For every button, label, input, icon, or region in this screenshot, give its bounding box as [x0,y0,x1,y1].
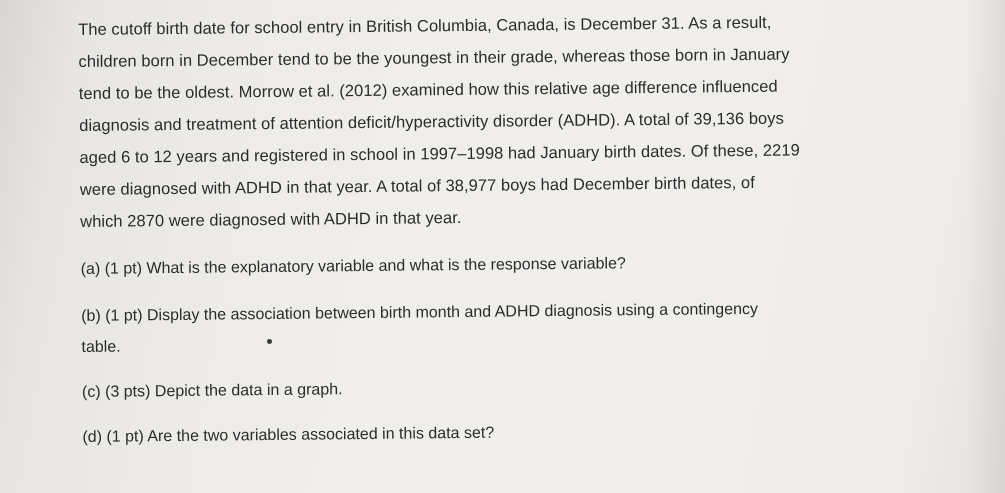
intro-line-5: aged 6 to 12 years and registered in school in 1997–1998 had January birth dates. Of these, 2219 [79,141,800,167]
intro-line-6: were diagnosed with ADHD in that year. A total of 38,977 boys had December birth dates, of [79,173,755,199]
intro-line-1: The cutoff birth date for school entry in British Columbia, Canada, is December 31. As a result, [78,13,772,39]
intro-line-2: children born in December tend to be the youngest in their grade, whereas those born in January [78,45,790,71]
intro-paragraph [78,5,960,238]
question-a: (a) (1 pt) What is the explanatory variable and what is the response variable? [80,255,626,278]
question-b [81,292,962,363]
intro-line-3: tend to be the oldest. Morrow et al. (2012) examined how this relative age difference influenced [78,77,778,103]
intro-line-4: diagnosis and treatment of attention deficit/hyperactivity disorder (ADHD). A total of 39,136 boys [79,109,784,135]
question-d: (d) (1 pt) Are the two variables associated in this data set? [82,424,495,446]
question-b-line-1: (b) (1 pt) Display the association between birth month and ADHD diagnosis using a contingency [81,300,759,325]
intro-line-7: which 2870 were diagnosed with ADHD in that year. [80,208,462,231]
question-c: (c) (3 pts) Depict the data in a graph. [81,381,343,401]
question-b-line-2: table. [81,338,121,356]
problem-text [78,5,963,453]
stray-mark [267,339,272,344]
page-shadow [965,0,1005,493]
